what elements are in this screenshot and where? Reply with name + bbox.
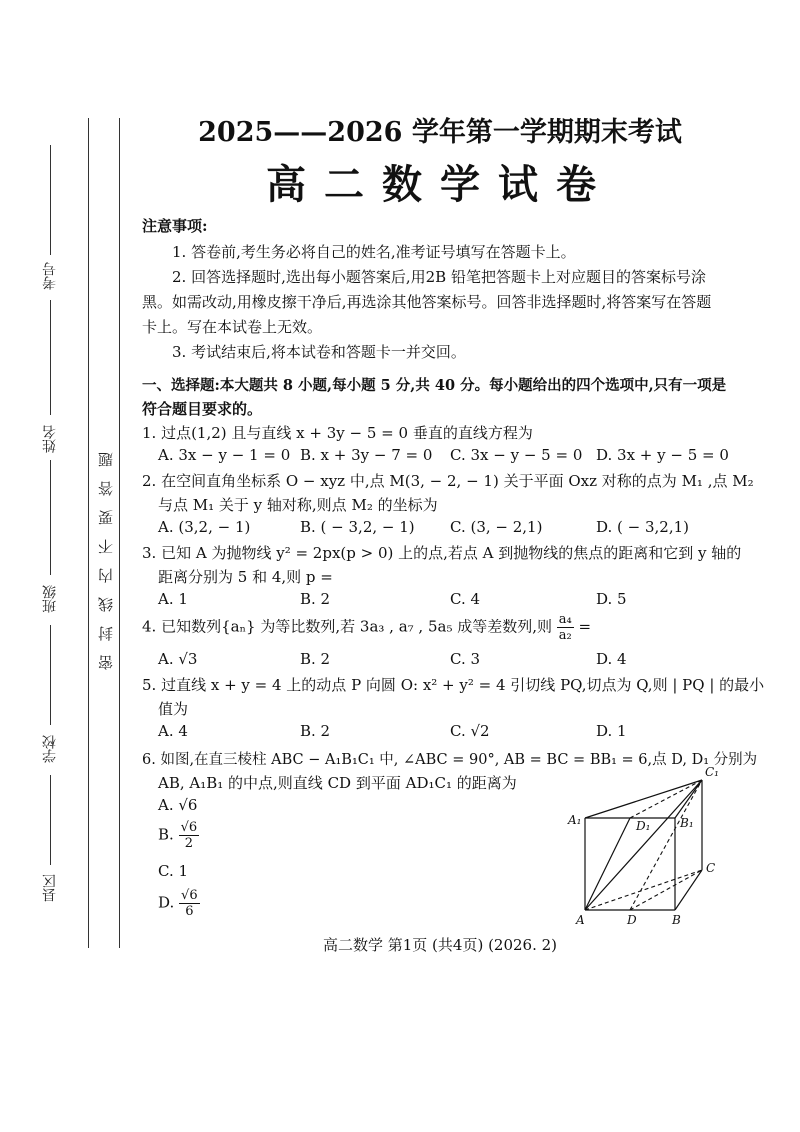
option-a: A. 4 [158,722,188,740]
option-c: C. (3, − 2,1) [450,518,543,536]
fraction-denominator: 2 [184,836,193,851]
sidebar-line-outer [88,118,89,948]
notes-item: 3. 考试结束后,将本试卷和答题卡一并交回。 [172,343,466,361]
field-name-blank [50,300,51,415]
option-c: C. 3x − y − 5 = 0 [450,446,583,464]
fraction [179,820,200,851]
prism-figure [560,760,730,930]
label-b: B [672,913,681,927]
field-class: 班级 [42,585,58,613]
option-a: A. 1 [158,590,188,608]
option-b: B. x + 3y − 7 = 0 [300,446,433,464]
label-d1: D₁ [636,819,651,833]
notes-title: 注意事项: [142,217,208,235]
field-class-blank [50,460,51,575]
label-a: A [576,913,585,927]
field-exam-number: 考号 [42,262,58,290]
exam-session-title: 2025——2026 学年第一学期期末考试 [198,117,682,148]
option-c: C. √2 [450,722,490,740]
fraction-denominator: 6 [185,904,194,919]
fraction [179,888,200,919]
notes-item: 2. 回答选择题时,选出每小题答案后,用2B 铅笔把答题卡上对应题目的答案标号涂 [172,268,706,286]
exam-paper-title: 高二数学试卷 [266,161,614,208]
fraction-numerator: √6 [180,820,198,835]
label-b1: B₁ [680,816,694,830]
question-stem-cont: 与点 M₁ 关于 y 轴对称,则点 M₂ 的坐标为 [158,496,438,514]
option-c: C. 4 [450,590,481,608]
question-stem-text: 4. 已知数列{aₙ} 为等比数列,若 3a₃ , a₇ , 5a₅ 成等差数列,则 [142,617,553,636]
field-county-blank [50,775,51,865]
field-exam-number-blank [50,145,51,255]
question-stem: 1. 过点(1,2) 且与直线 x + 3y − 5 = 0 垂直的直线方程为 [142,424,533,442]
option-d: D. 5 [596,590,627,608]
label-a1: A₁ [568,813,582,827]
field-name: 姓名 [42,425,58,453]
question-stem-end: = [578,617,592,636]
option-b [158,820,199,851]
option-d: D. 3x + y − 5 = 0 [596,446,729,464]
question-stem-cont: 距离分别为 5 和 4,则 p = [158,568,333,586]
option-c: C. 3 [450,650,481,668]
option-d: D. 4 [596,650,627,668]
option-b: B. 2 [300,650,331,668]
option-a: A. √3 [158,650,198,668]
option-d: D. 1 [596,722,627,740]
option-c: C. 1 [158,862,189,880]
seal-line-notice: 密封线内不要答题 [97,438,115,670]
question-stem: 6. 如图,在直三棱柱 ABC − A₁B₁C₁ 中, ∠ABC = 90°, AB = BC = BB₁ = 6,点 D, D₁ 分别为 [142,752,758,768]
option-b: B. ( − 3,2, − 1) [300,518,415,536]
option-b: B. 2 [300,722,331,740]
question-stem-cont: 值为 [158,700,189,718]
sidebar-line-inner [119,118,120,948]
option-b: B. 2 [300,590,331,608]
fraction-numerator: √6 [181,888,198,903]
label-d: D [627,913,637,927]
option-a: A. (3,2, − 1) [158,518,251,536]
option-b-letter: B. [158,825,174,844]
fraction-numerator: a₄ [558,612,572,627]
label-c1: C₁ [705,765,719,779]
field-county: 县区 [42,874,58,902]
field-school-blank [50,625,51,725]
option-d: D. ( − 3,2,1) [596,518,690,536]
page-footer: 高二数学 第1页 (共4页) (2026. 2) [322,936,558,954]
question-stem-cont: AB, A₁B₁ 的中点,则直线 CD 到平面 AD₁C₁ 的距离为 [158,774,517,792]
fraction-denominator: a₂ [558,628,572,643]
option-a: A. 3x − y − 1 = 0 [158,446,291,464]
question-stem [142,612,591,643]
question-stem: 5. 过直线 x + y = 4 上的动点 P 向圆 O: x² + y² = 4 引切线 PQ,切点为 Q,则 | PQ | 的最小 [142,676,765,694]
notes-item: 黑。如需改动,用橡皮擦干净后,再选涂其他答案标号。回答非选择题时,将答案写在答题 [142,293,712,311]
notes-item: 卡上。写在本试卷上无效。 [142,318,323,336]
section-title: 一、选择题:本大题共 8 小题,每小题 5 分,共 40 分。每小题给出的四个选项中,只有一项是 [142,377,727,394]
field-school: 学校 [42,735,58,763]
section-title-cont: 符合题目要求的。 [142,400,263,418]
option-d-letter: D. [158,893,175,912]
option-a: A. √6 [158,796,198,814]
question-stem: 2. 在空间直角坐标系 O − xyz 中,点 M(3, − 2, − 1) 关于平面 Oxz 对称的点为 M₁ ,点 M₂ [142,472,754,490]
notes-item: 1. 答卷前,考生务必将自己的姓名,准考证号填写在答题卡上。 [172,243,576,261]
label-c: C [706,861,716,875]
option-d [158,888,200,919]
question-stem: 3. 已知 A 为抛物线 y² = 2px(p > 0) 上的点,若点 A 到抛物线的焦点的距离和它到 y 轴的 [142,544,742,562]
fraction [557,612,574,643]
